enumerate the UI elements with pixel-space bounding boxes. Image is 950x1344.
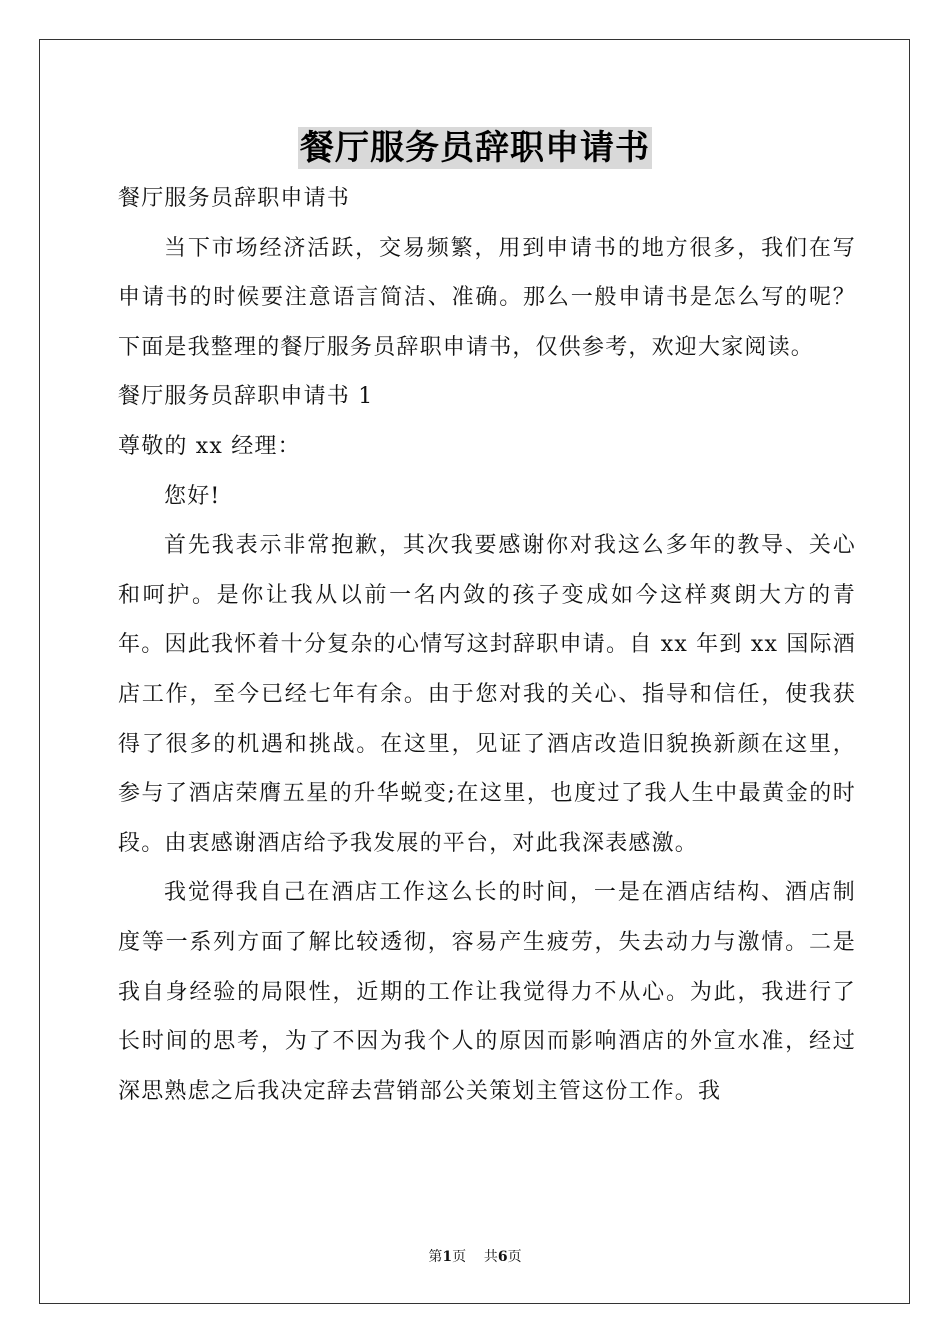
page-footer [0,1248,950,1266]
footer-total-prefix: 共 [483,1249,498,1265]
paragraph-body-2: 我觉得我自己在酒店工作这么长的时间，一是在酒店结构、酒店制度等一系列方面了解比较透彻，容易产生疲劳，失去动力与激情。二是我自身经验的局限性，近期的工作让我觉得力不从心。为此，我进行了长时间的思考，为了不因为我个人的原因而影响酒店的外宣水准，经过深思熟虑之后我决定辞去营销部公关策划主管这份工作。我 [118,880,856,1104]
footer-total-suffix: 页 [507,1249,522,1265]
paragraph-greeting: 您好! [164,483,221,509]
footer-page-suffix: 页 [452,1249,467,1265]
footer-page-total: 6 [497,1249,508,1265]
paragraph-salutation: 尊敬的 xx 经理： [118,433,301,459]
paragraph-section-heading: 餐厅服务员辞职申请书 1 [118,384,374,410]
footer-page-prefix: 第 [428,1249,443,1265]
paragraph-subtitle: 餐厅服务员辞职申请书 [118,186,351,211]
document-body [118,174,856,1116]
footer-page-current: 1 [442,1249,453,1265]
paragraph-body-1: 首先我表示非常抱歉，其次我要感谢你对我这么多年的教导、关心和呵护。是你让我从以前一名内敛的孩子变成如今这样爽朗大方的青年。因此我怀着十分复杂的心情写这封辞职申请。自 xx 年到 xx 国际酒店工作，至今已经七年有余。由于您对我的关心、指导和信任，使我获得了很多的机遇和挑战。在这里，见证了酒店改造旧貌换新颜在这里，参与了酒店荣膺五星的升华蜕变;在这里，也度过了我人生中最黄金的时段。由衷感谢酒店给予我发展的平台，对此我深表感激。 [118,533,856,856]
title-area [0,127,950,169]
document-title: 餐厅服务员辞职申请书 [300,128,650,168]
paragraph-intro: 当下市场经济活跃，交易频繁，用到申请书的地方很多，我们在写申请书的时候要注意语言简洁、准确。那么一般申请书是怎么写的呢？下面是我整理的餐厅服务员辞职申请书，仅供参考，欢迎大家阅读。 [118,235,856,360]
